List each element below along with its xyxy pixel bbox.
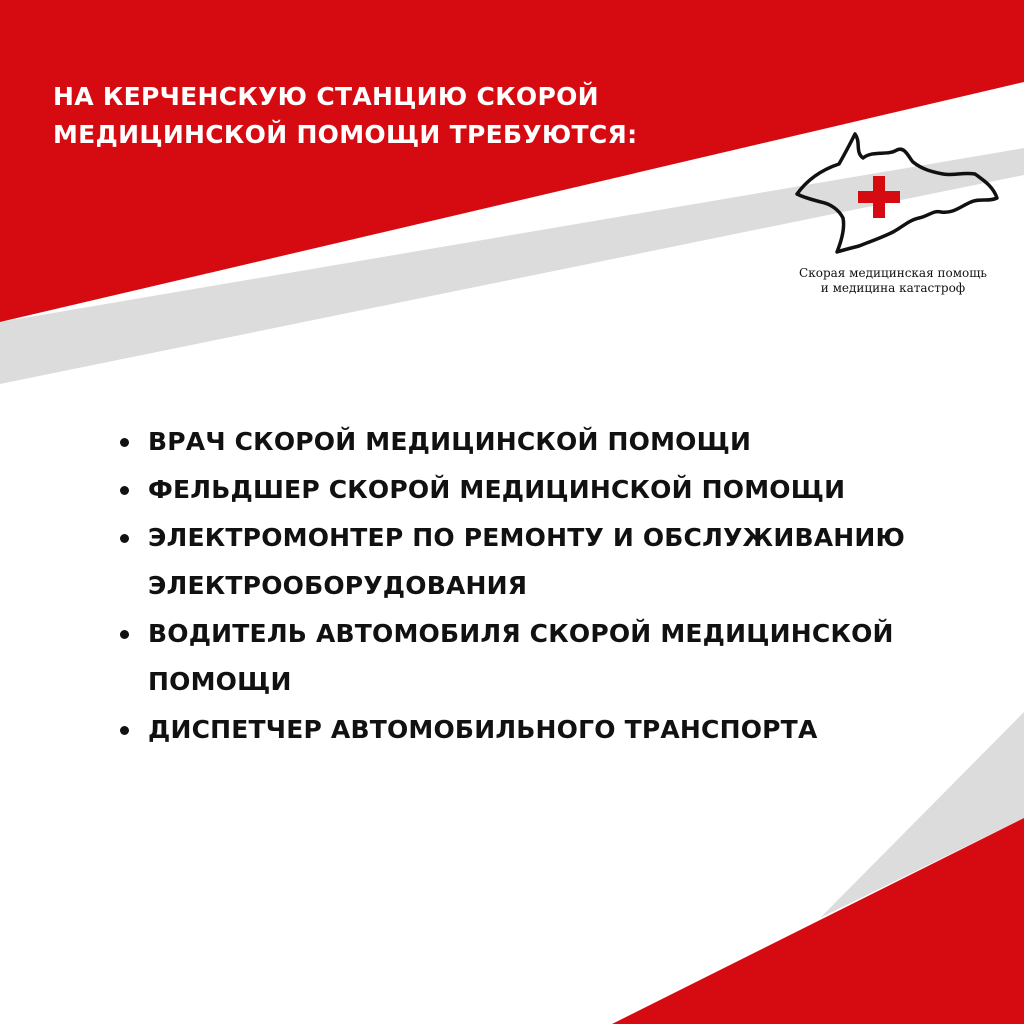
vacancy-label: ВРАЧ СКОРОЙ МЕДИЦИНСКОЙ ПОМОЩИ	[148, 427, 752, 456]
vacancy-item-ambulance-driver	[118, 610, 998, 706]
bullet-icon	[120, 438, 129, 447]
page-title	[53, 78, 693, 154]
bullet-icon	[120, 534, 129, 543]
vacancy-item-electrician	[118, 514, 998, 610]
logo-caption	[783, 266, 1003, 296]
red-cross-horizontal	[858, 191, 900, 203]
vacancy-item-doctor	[118, 418, 998, 466]
crimea-map-red-cross-icon	[783, 128, 1003, 260]
vacancy-label: ЭЛЕКТРОМОНТЕР ПО РЕМОНТУ И ОБСЛУЖИВАНИЮ	[148, 523, 906, 552]
logo-caption-line-1: Скорая медицинская помощь	[799, 266, 987, 280]
vacancy-item-paramedic	[118, 466, 998, 514]
bullet-icon	[120, 726, 129, 735]
page-title-line-2: МЕДИЦИНСКОЙ ПОМОЩИ ТРЕБУЮТСЯ:	[53, 120, 638, 149]
page-title-line-1: НА КЕРЧЕНСКУЮ СТАНЦИЮ СКОРОЙ	[53, 82, 599, 111]
vacancy-label-continued: ПОМОЩИ	[148, 667, 292, 696]
vacancy-label: ДИСПЕТЧЕР АВТОМОБИЛЬНОГО ТРАНСПОРТА	[148, 715, 818, 744]
vacancy-label: ВОДИТЕЛЬ АВТОМОБИЛЯ СКОРОЙ МЕДИЦИНСКОЙ	[148, 619, 894, 648]
bullet-icon	[120, 630, 129, 639]
vacancy-item-dispatcher	[118, 706, 998, 754]
vacancy-label-continued: ЭЛЕКТРООБОРУДОВАНИЯ	[148, 571, 528, 600]
bullet-icon	[120, 486, 129, 495]
vacancy-list	[118, 418, 998, 754]
bottom-red-wedge	[612, 818, 1024, 1024]
ambulance-service-logo	[783, 128, 1003, 308]
logo-caption-line-2: и медицина катастроф	[820, 281, 966, 295]
vacancy-label: ФЕЛЬДШЕР СКОРОЙ МЕДИЦИНСКОЙ ПОМОЩИ	[148, 475, 846, 504]
